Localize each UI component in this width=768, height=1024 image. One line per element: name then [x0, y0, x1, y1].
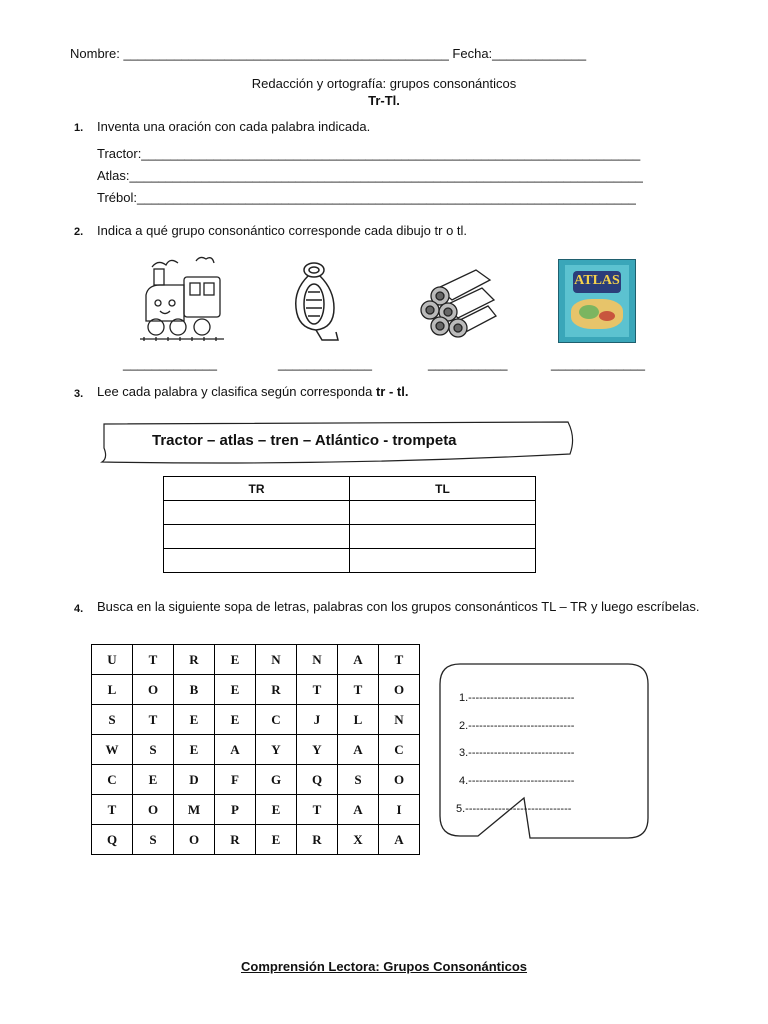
word-search-cell[interactable]: T — [297, 795, 338, 825]
q1-number: 1. — [74, 122, 84, 134]
atlas-cover-title: ATLAS — [574, 273, 620, 288]
word-search-cell[interactable]: E — [215, 705, 256, 735]
answer-line-2[interactable]: 2.----------------------------- — [459, 720, 575, 732]
word-search-cell[interactable]: A — [338, 735, 379, 765]
footer-title: Comprensión Lectora: Grupos Consonánticos — [240, 959, 528, 974]
answer-line-1[interactable]: 1.----------------------------- — [459, 692, 575, 704]
q1-instruction: Inventa una oración con cada palabra indicada. — [97, 119, 371, 134]
worksheet-title: Redacción y ortografía: grupos consonánticos — [251, 76, 517, 91]
word-search-cell[interactable]: E — [174, 705, 215, 735]
q2-number: 2. — [74, 226, 84, 238]
answer-line-3[interactable]: 3.----------------------------- — [459, 747, 575, 759]
word-search-cell[interactable]: E — [256, 795, 297, 825]
word-search-cell[interactable]: X — [338, 825, 379, 855]
word-search-cell[interactable]: A — [215, 735, 256, 765]
word-search-cell[interactable]: R — [174, 645, 215, 675]
word-search-cell[interactable]: M — [174, 795, 215, 825]
tr-column-header: TR — [164, 477, 350, 501]
classification-table — [163, 476, 536, 573]
word-search-cell[interactable]: R — [297, 825, 338, 855]
word-search-cell[interactable]: C — [379, 735, 420, 765]
q3-number: 3. — [74, 388, 84, 400]
q4-instruction: Busca en la siguiente sopa de letras, palabras con los grupos consonánticos TL – TR y luego escríbelas. — [97, 599, 700, 614]
word-search-cell[interactable]: O — [379, 675, 420, 705]
tractor-sentence-field[interactable]: Tractor:_____________________________________________________________________ — [97, 146, 641, 161]
word-search-cell[interactable]: T — [338, 675, 379, 705]
q3-instruction-bold: tr - tl. — [375, 384, 409, 399]
word-search-cell[interactable]: B — [174, 675, 215, 705]
word-search-cell[interactable]: L — [92, 675, 133, 705]
word-search-row — [92, 645, 420, 675]
word-search-cell[interactable]: S — [92, 705, 133, 735]
q3-instruction-text: Lee cada palabra y clasifica según corresponda — [97, 384, 373, 399]
word-search-cell[interactable]: G — [256, 765, 297, 795]
q4-number: 4. — [74, 603, 84, 615]
word-search-cell[interactable]: A — [338, 795, 379, 825]
table-row — [164, 501, 536, 525]
word-search-cell[interactable]: P — [215, 795, 256, 825]
word-search-cell[interactable]: E — [215, 645, 256, 675]
word-search-cell[interactable]: Q — [297, 765, 338, 795]
word-search-cell[interactable]: O — [133, 675, 174, 705]
table-cell[interactable] — [350, 549, 536, 573]
table-cell[interactable] — [164, 549, 350, 573]
word-search-row — [92, 705, 420, 735]
atlas-book-image — [558, 259, 636, 343]
answer-line-5[interactable]: 5.----------------------------- — [456, 803, 572, 815]
word-search-grid — [91, 644, 420, 855]
atlas-sentence-field[interactable]: Atlas:_______________________________________________________________________ — [97, 168, 643, 183]
word-search-cell[interactable]: F — [215, 765, 256, 795]
word-search-cell[interactable]: E — [215, 675, 256, 705]
word-search-cell[interactable]: T — [133, 705, 174, 735]
word-search-cell[interactable]: A — [338, 645, 379, 675]
trumpet-drawing — [286, 258, 346, 342]
word-search-row — [92, 675, 420, 705]
word-search-cell[interactable]: E — [174, 735, 215, 765]
table-row — [164, 549, 536, 573]
word-search-cell[interactable]: E — [256, 825, 297, 855]
word-search-cell[interactable]: T — [379, 645, 420, 675]
word-search-cell[interactable]: I — [379, 795, 420, 825]
q2-instruction: Indica a qué grupo consonántico corresponde cada dibujo tr o tl. — [97, 223, 468, 238]
word-search-cell[interactable]: R — [215, 825, 256, 855]
word-search-cell[interactable]: W — [92, 735, 133, 765]
word-search-cell[interactable]: C — [256, 705, 297, 735]
word-search-cell[interactable]: D — [174, 765, 215, 795]
word-search-row — [92, 825, 420, 855]
word-search-cell[interactable]: S — [338, 765, 379, 795]
table-row — [164, 525, 536, 549]
trumpet-answer-blank[interactable]: _____________ — [278, 356, 372, 371]
word-search-cell[interactable]: S — [133, 735, 174, 765]
word-search-cell[interactable]: C — [92, 765, 133, 795]
answer-line-4[interactable]: 4.----------------------------- — [459, 775, 575, 787]
table-cell[interactable] — [164, 501, 350, 525]
word-search-cell[interactable]: T — [297, 675, 338, 705]
word-banner-text: Tractor – atlas – tren – Atlántico - trompeta — [152, 432, 457, 449]
table-cell[interactable] — [164, 525, 350, 549]
worksheet-subtitle: Tr-Tl. — [368, 93, 400, 108]
word-search-cell[interactable]: N — [256, 645, 297, 675]
logs-drawing — [418, 266, 498, 340]
word-search-cell[interactable]: O — [133, 795, 174, 825]
word-search-cell[interactable]: Q — [92, 825, 133, 855]
word-search-cell[interactable]: A — [379, 825, 420, 855]
tl-column-header: TL — [350, 477, 536, 501]
word-search-cell[interactable]: Y — [256, 735, 297, 765]
word-search-row — [92, 735, 420, 765]
word-search-cell[interactable]: T — [133, 645, 174, 675]
logs-answer-blank[interactable]: ___________ — [428, 356, 508, 371]
word-search-cell[interactable]: L — [338, 705, 379, 735]
word-search-cell[interactable]: T — [92, 795, 133, 825]
trebol-sentence-field[interactable]: Trébol:_____________________________________________________________________ — [97, 190, 636, 205]
word-search-cell[interactable]: Y — [297, 735, 338, 765]
word-search-cell[interactable]: S — [133, 825, 174, 855]
word-search-cell[interactable]: N — [379, 705, 420, 735]
name-date-field[interactable]: Nombre: _____________________________________________ Fecha:_____________ — [70, 46, 587, 61]
train-drawing — [136, 255, 228, 345]
q3-instruction — [97, 384, 408, 399]
table-cell[interactable] — [350, 525, 536, 549]
word-search-row — [92, 765, 420, 795]
train-answer-blank[interactable]: _____________ — [123, 356, 217, 371]
word-search-cell[interactable]: N — [297, 645, 338, 675]
word-search-cell[interactable]: O — [174, 825, 215, 855]
word-search-cell[interactable]: R — [256, 675, 297, 705]
word-search-cell[interactable]: U — [92, 645, 133, 675]
atlas-answer-blank[interactable]: _____________ — [551, 356, 645, 371]
word-search-cell[interactable]: J — [297, 705, 338, 735]
word-search-cell[interactable]: E — [133, 765, 174, 795]
word-search-row — [92, 795, 420, 825]
table-cell[interactable] — [350, 501, 536, 525]
word-search-cell[interactable]: O — [379, 765, 420, 795]
